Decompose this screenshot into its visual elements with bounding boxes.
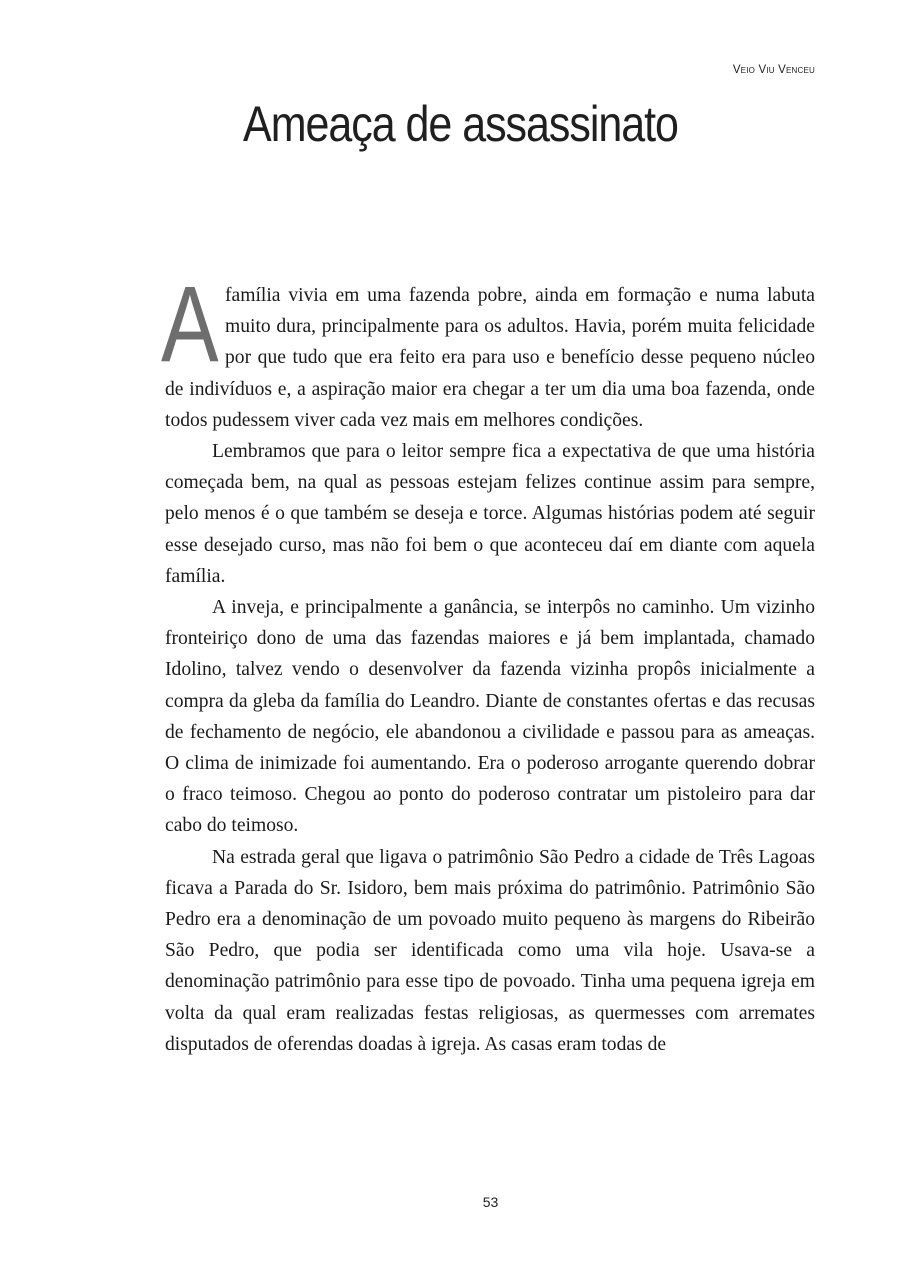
drop-cap: A [161,263,219,384]
paragraph-1-text: família vivia em uma fazenda pobre, ainda em formação e numa labuta muito dura, principalmente para os adultos. Havia, porém muita felicidade por que tudo que era feito era para uso e benefício desse pequeno núcleo de indivíduos e, a aspiração maior era chegar a ter um dia uma boa fazenda, onde todos pudessem viver cada vez mais em melhores condições. [165,285,815,431]
paragraph-4: Na estrada geral que ligava o patrimônio São Pedro a cidade de Três Lagoas ficava a Parada do Sr. Isidoro, bem mais próxima do patrimônio. Patrimônio São Pedro era a denominação de um povoado muito pequeno às margens do Ribeirão São Pedro, que podia ser identificada como uma vila hoje. Usava-se a denominação patrimônio para esse tipo de povoado. Tinha uma pequena igreja em volta da qual eram realizadas festas religiosas, as quermesses com arremates disputados de oferendas doadas à igreja. As casas eram todas de [165,846,815,1055]
running-header: Veio Viu Venceu [732,64,815,76]
paragraph-1 [161,263,815,436]
body-text [161,263,815,1060]
page-number: 53 [482,1194,499,1210]
paragraph-2: Lembramos que para o leitor sempre fica a expectativa de que uma história começada bem, na qual as pessoas estejam felizes continue assim para sempre, pelo menos é o que também se deseja e torce. Algumas histórias podem até seguir esse desejado curso, mas não foi bem o que aconteceu daí em diante com aquela família. [165,441,815,587]
paragraph-3: A inveja, e principalmente a ganância, se interpôs no caminho. Um vizinho fronteiriço dono de uma das fazendas maiores e já bem implantada, chamado Idolino, talvez vendo o desenvolver da fazenda vizinha propôs inicialmente a compra da gleba da família do Leandro. Diante de constantes ofertas e das recusas de fechamento de negócio, ele abandonou a civilidade e passou para as ameaças. O clima de inimizade foi aumentando. Era o poderoso arrogante querendo dobrar o fraco teimoso. Chegou ao ponto do poderoso contratar um pistoleiro para dar cabo do teimoso. [165,597,815,837]
chapter-title: Ameaça de assassinato [243,96,678,152]
